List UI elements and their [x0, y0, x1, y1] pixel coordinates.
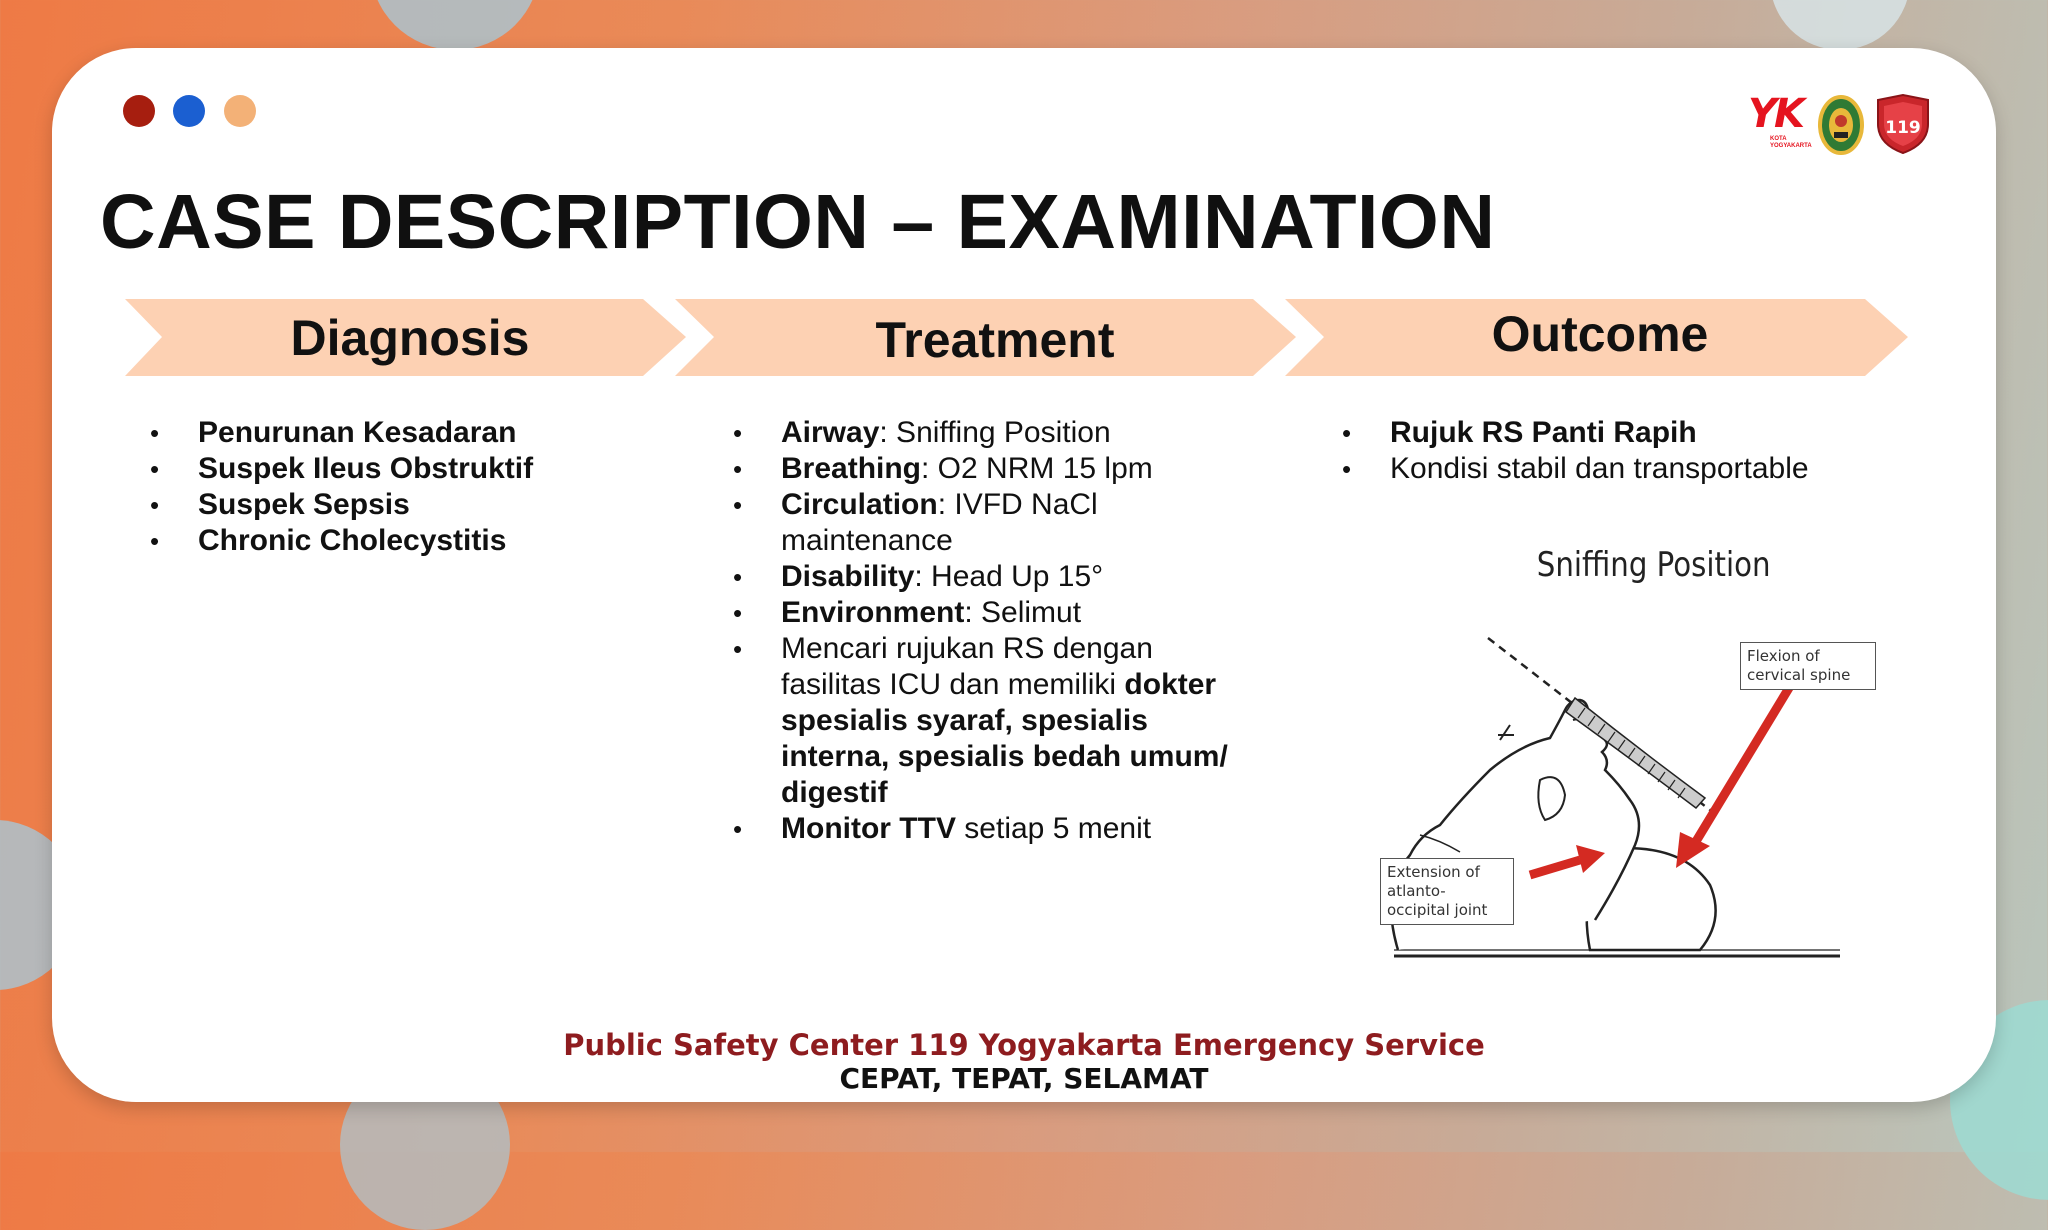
bullet-item	[733, 451, 1253, 487]
bullet-text: setiap 5 menit	[955, 812, 1152, 845]
figure-title: Sniffing Position	[1536, 545, 1771, 585]
bullet-item	[1342, 451, 1902, 487]
bullet-item	[733, 487, 1253, 559]
slide-title: CASE DESCRIPTION – EXAMINATION	[100, 179, 1496, 265]
bullet-text: Mencari rujukan RS dengan fasilitas ICU dan memiliki	[781, 632, 1153, 701]
bullet-item	[733, 811, 1253, 847]
bullet-item	[150, 487, 670, 523]
bullet-bold-text: Breathing	[781, 452, 922, 485]
bullet-item	[1342, 415, 1902, 451]
bullet-item	[150, 523, 670, 559]
bullet-bold-text: Environment	[781, 596, 965, 629]
callout-extension-atlanto-occipital: Extension of atlanto-occipital joint	[1380, 858, 1514, 925]
bullet-item	[733, 559, 1253, 595]
bullet-bold-text: Disability	[781, 560, 915, 593]
diagnosis-list	[150, 415, 670, 559]
shield-119-text: 119	[1885, 118, 1921, 138]
footer-motto: CEPAT, TEPAT, SELAMAT	[839, 1062, 1209, 1095]
bullet-bold-text: Circulation	[781, 488, 938, 521]
bullet-bold-text: dokter spesialis syaraf, spesialis interna, spesialis bedah umum/ digestif	[781, 668, 1228, 809]
yk-logo: YK KOTA YOGYAKARTA	[1748, 91, 1812, 149]
bullet-bold-text: Suspek Sepsis	[198, 488, 410, 521]
bullet-bold-text: Suspek Ileus Obstruktif	[198, 452, 534, 485]
bullet-bold-text: Chronic Cholecystitis	[198, 524, 507, 557]
treatment-list	[733, 415, 1253, 847]
treatment-header: Treatment	[875, 312, 1115, 368]
bullet-text: Kondisi stabil dan transportable	[1390, 452, 1809, 485]
bullet-bold-text: Rujuk RS Panti Rapih	[1390, 416, 1697, 449]
bullet-item	[733, 595, 1253, 631]
bullet-text: : Head Up 15°	[914, 560, 1104, 593]
bullet-bold-text: Airway	[781, 416, 880, 449]
callout-flexion-cervical-spine: Flexion of cervical spine	[1740, 642, 1876, 690]
bullet-text: : O2 NRM 15 lpm	[921, 452, 1153, 485]
bullet-item	[733, 631, 1253, 811]
bullet-text: : IVFD NaCl maintenance	[781, 488, 1098, 557]
bullet-bold-text: Monitor TTV	[781, 812, 956, 845]
diagnosis-header: Diagnosis	[290, 310, 530, 366]
bullet-text: : Selimut	[964, 596, 1082, 629]
outcome-list	[1342, 415, 1902, 487]
outcome-header: Outcome	[1491, 306, 1709, 362]
bullet-item	[150, 415, 670, 451]
bullet-item	[733, 415, 1253, 451]
bullet-item	[150, 451, 670, 487]
footer-organization: Public Safety Center 119 Yogyakarta Emergency Service	[563, 1028, 1485, 1062]
bullet-text: : Sniffing Position	[879, 416, 1111, 449]
bullet-bold-text: Penurunan Kesadaran	[198, 416, 517, 449]
